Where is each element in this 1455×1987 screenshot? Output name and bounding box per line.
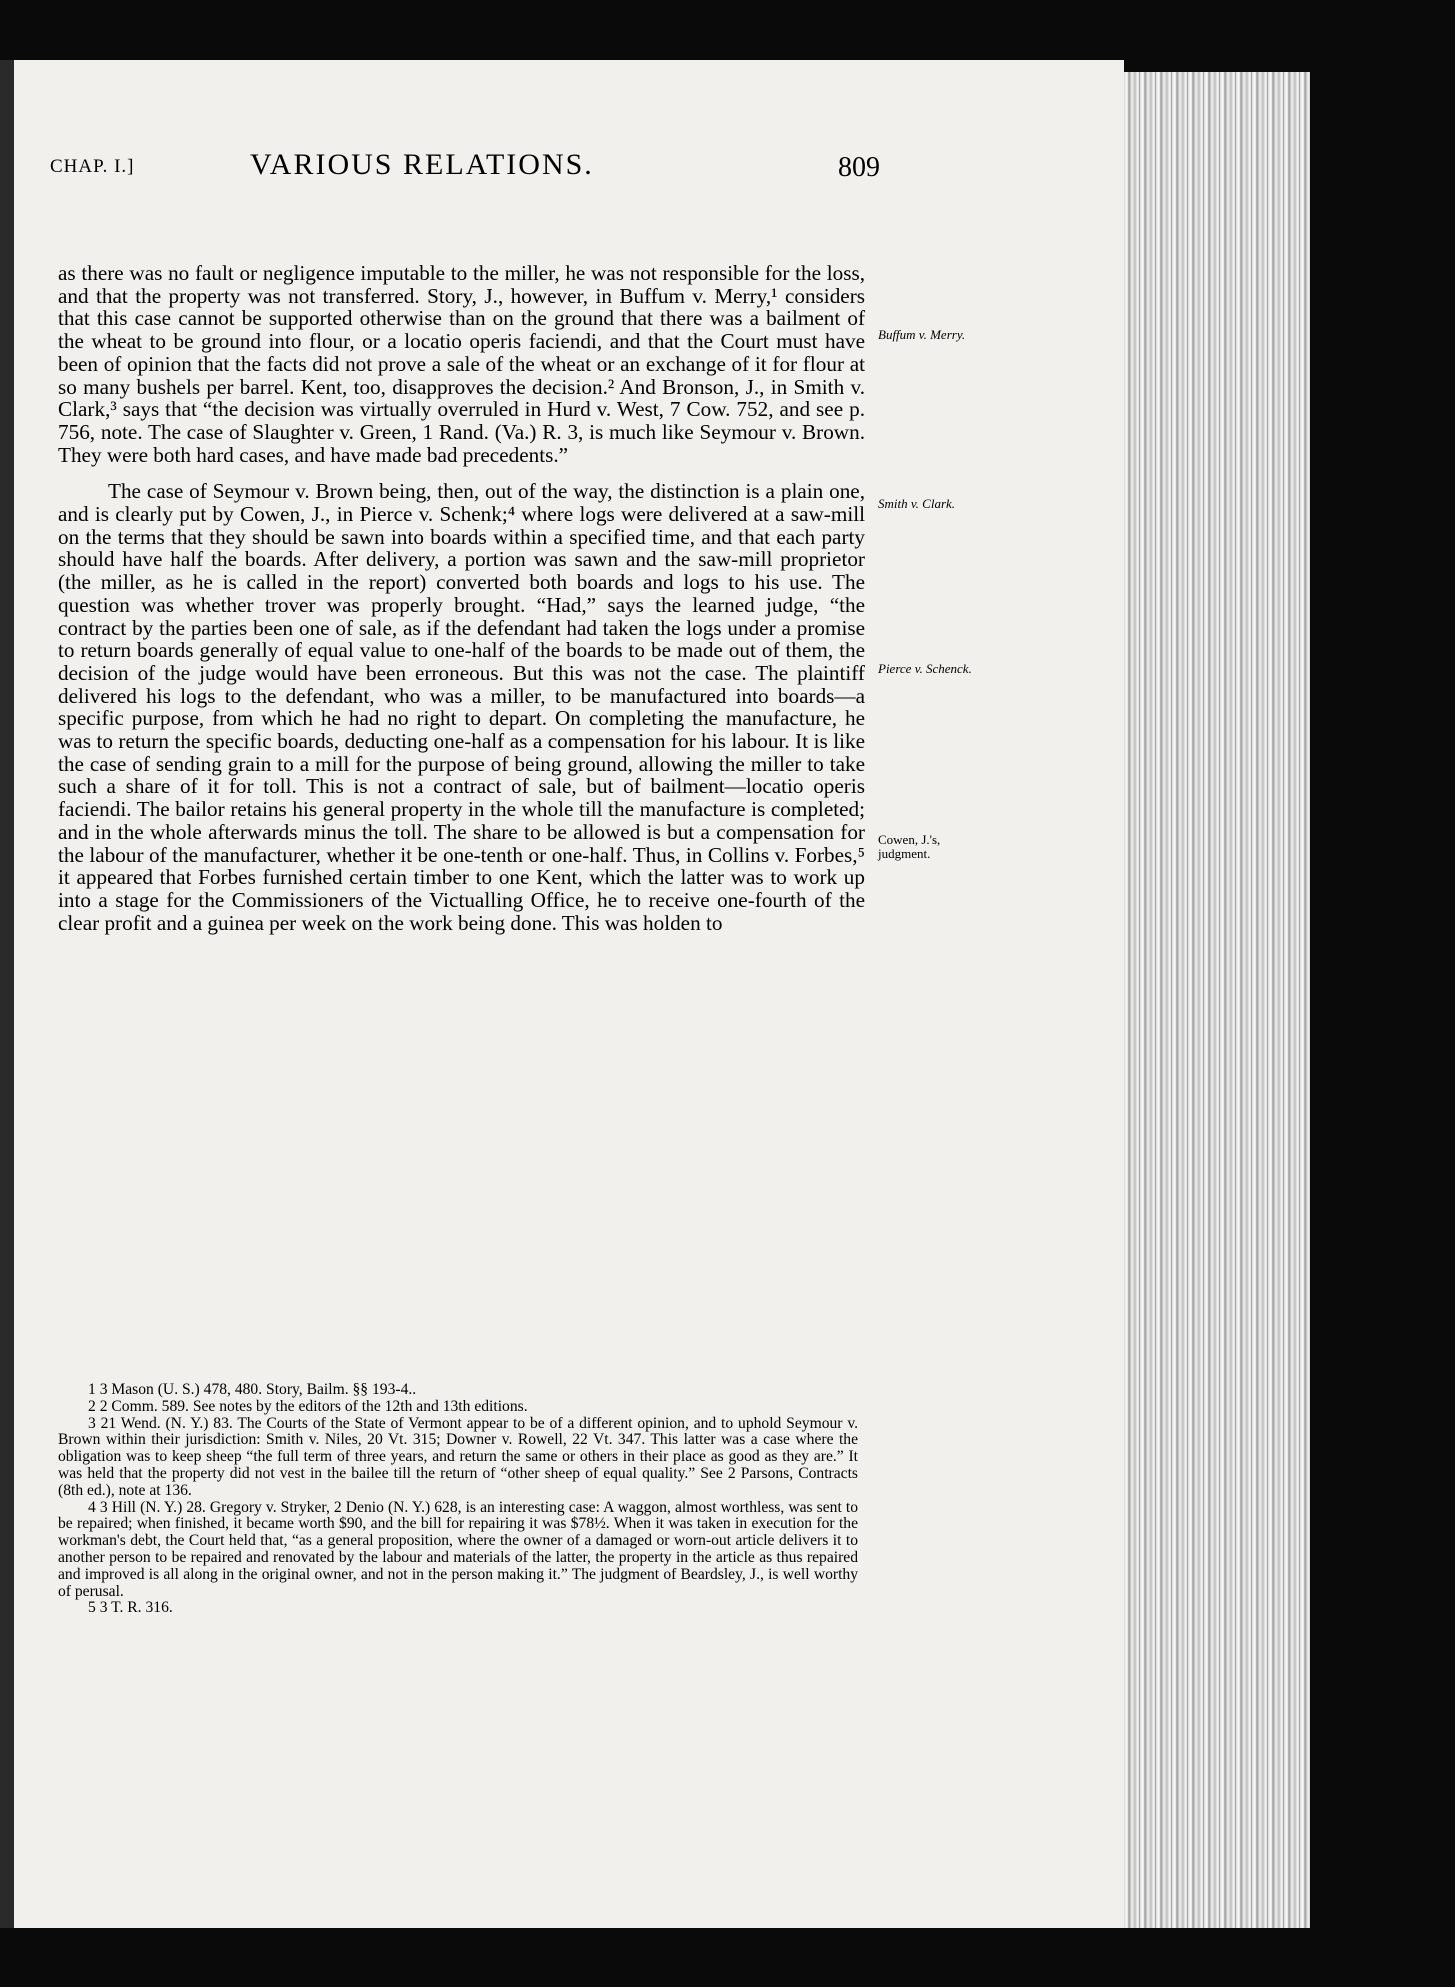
running-head bbox=[50, 148, 880, 188]
paragraph: The case of Seymour v. Brown being, then, out of the way, the distinction is a plain one, and is clearly put by Cowen, J., in Pierce v. Schenk;⁴ where logs were delivered at a saw-mill on the terms that they should be sawn into boards within a specified time, and that each party should have half the boards. After delivery, a portion was sawn and the saw-mill proprietor (the miller, as he is called in the report) converted both boards and logs to his use. The question was whether trover was properly brought. “Had,” says the learned judge, “the contract by the parties been one of sale, as if the defendant had taken the logs under a promise to return boards generally of equal value to one-half of the boards to be made out of them, the decision of the judge would have been erroneous. But this was not the case. The plaintiff delivered his logs to the defendant, who was a miller, to be manufactured into boards—a specific purpose, from which he had no right to depart. On completing the manufacture, he was to return the specific boards, deducting one-half as a compensation for his labour. It is like the case of sending grain to a mill for the purpose of being ground, allowing the miller to take such a share of it for toll. This is not a contract of sale, but of bailment—locatio operis faciendi. The bailor retains his general property in the whole till the manufacture is completed; and in the whole afterwards minus the toll. The share to be allowed is but a compensation for the labour of the manufacturer, whether it be one-tenth or one-half. Thus, in Collins v. Forbes,⁵ it appeared that Forbes furnished certain timber to one Kent, which the latter was to work up into a stage for the Commissioners of the Victualling Office, he to receive one-fourth of the clear profit and a guinea per week on the work being done. This was holden to bbox=[58, 479, 865, 935]
chapter-label: CHAP. I.] bbox=[50, 156, 135, 177]
footnote: 2 2 Comm. 589. See notes by the editors of the 12th and 13th editions. bbox=[88, 1397, 528, 1415]
page-number: 809 bbox=[838, 152, 880, 183]
paragraph: as there was no fault or negligence imputable to the miller, he was not responsible for the loss, and that the property was not transferred. Story, J., however, in Buffum v. Merry,¹ considers that this case cannot be supported otherwise than on the ground that there was a bailment of the wheat to be ground into flour, or a locatio operis faciendi, and that the Court must have been of opinion that the facts did not prove a sale of the wheat or an exchange of it for flour at so many bushels per barrel. Kent, too, disapproves the decision.² And Bronson, J., in Smith v. Clark,³ says that “the decision was virtually overruled in Hurd v. West, 7 Cow. 752, and see p. 756, note. The case of Slaughter v. Green, 1 Rand. (Va.) R. 3, is much like Seymour v. Brown. They were both hard cases, and have made bad precedents.” bbox=[58, 261, 865, 467]
book-page-edges bbox=[1124, 72, 1310, 1928]
footnote: 5 3 T. R. 316. bbox=[88, 1599, 173, 1617]
body-text bbox=[58, 262, 865, 934]
footnote: 1 3 Mason (U. S.) 478, 480. Story, Bailm. §§ 193-4.. bbox=[88, 1381, 417, 1398]
footnotes bbox=[58, 1382, 858, 1617]
footnote: 4 3 Hill (N. Y.) 28. Gregory v. Stryker, 2 Denio (N. Y.) 628, is an interesting case: A waggon, almost worthless, was sent to be repaired; when finished, it became worth $90, and the bill for repairing it was $78½. When it was taken in execution for the workman's debt, the Court held that, “as a general proposition, where the owner of a damaged or worn-out article delivers it to another person to be repaired and renovated by the labour and materials of the latter, the property in the article as thus repaired and improved is all along in the original owner, and not in the person making it.” The judgment of Beardsley, J., is well worthy of perusal. bbox=[58, 1498, 858, 1600]
margin-note-pierce: Pierce v. Schenck. bbox=[878, 661, 972, 676]
footnote: 3 21 Wend. (N. Y.) 83. The Courts of the State of Vermont appear to be of a different opinion, and to uphold Seymour v. Brown within their jurisdiction: Smith v. Niles, 20 Vt. 315; Downer v. Rowell, 22 Vt. 347. This latter was a case where the obligation was to keep sheep “the full term of three years, and return the same or others in their place as good as they are.” It was held that the property did not vest in the bailee till the return of “other sheep of equal quality.” See 2 Parsons, Contracts (8th ed.), note at 136. bbox=[58, 1414, 858, 1499]
margin-note-smith: Smith v. Clark. bbox=[878, 496, 956, 511]
margin-note-cowen: Cowen, J.'s, judgment. bbox=[878, 832, 941, 861]
page-title: VARIOUS RELATIONS. bbox=[250, 148, 594, 181]
book-left-edge bbox=[0, 60, 14, 1928]
margin-note-buffum: Buffum v. Merry. bbox=[878, 327, 966, 342]
